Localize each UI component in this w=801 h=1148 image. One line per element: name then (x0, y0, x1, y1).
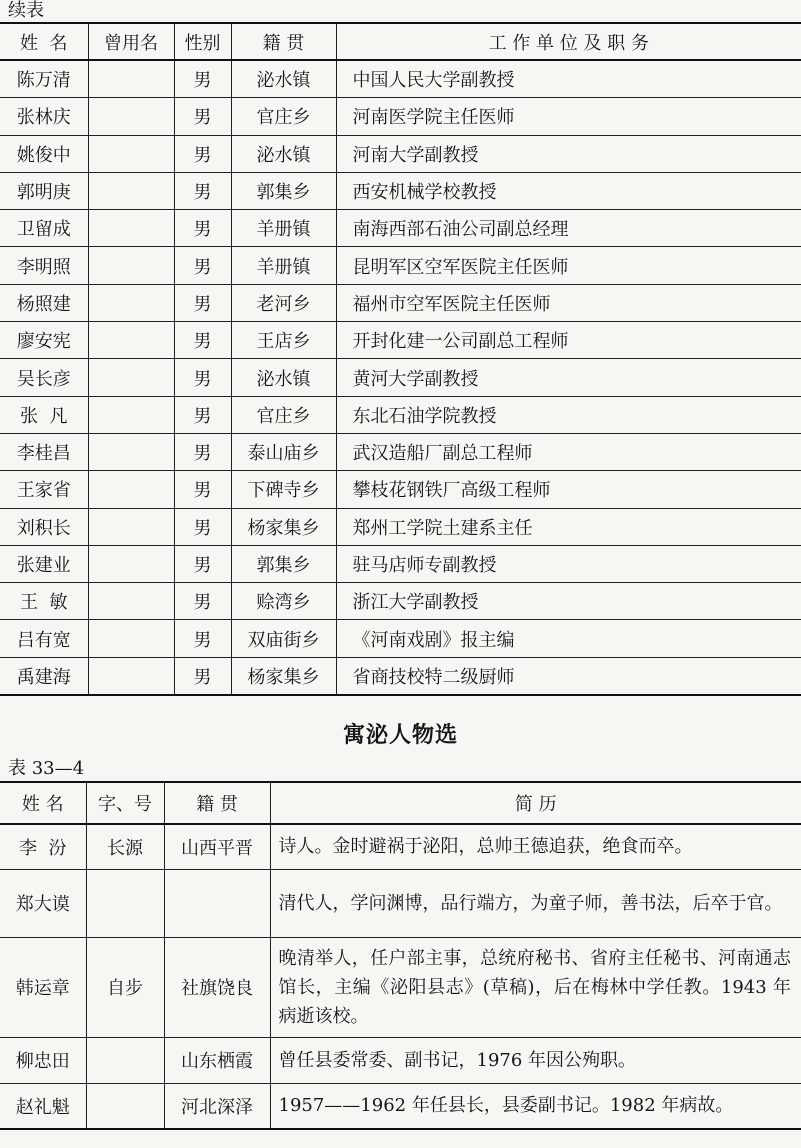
table-row (0, 284, 801, 321)
cell-courtesy: 自步 (86, 937, 164, 1037)
cell-name: 禹建海 (0, 657, 88, 695)
cell-origin: 郭集乡 (231, 545, 336, 582)
cell-name: 韩运章 (0, 937, 86, 1037)
table1-header-row (0, 23, 801, 60)
cell-origin: 下碑寺乡 (231, 471, 336, 508)
cell-origin: 杨家集乡 (231, 508, 336, 545)
table-row (0, 869, 801, 937)
cell-origin: 河北深泽 (164, 1083, 270, 1129)
cell-work: 黄河大学副教授 (336, 359, 801, 396)
cell-work: 东北石油学院教授 (336, 396, 801, 433)
header-alias: 曾用名 (88, 23, 174, 60)
table-row (0, 937, 801, 1037)
cell-work: 河南医学院主任医师 (336, 98, 801, 135)
table-row (0, 657, 801, 695)
header-gender: 性别 (174, 23, 231, 60)
cell-courtesy (86, 1037, 164, 1083)
cell-name: 吕有宽 (0, 620, 88, 657)
cell-name: 刘积长 (0, 508, 88, 545)
cell-name: 张林庆 (0, 98, 88, 135)
cell-gender: 男 (174, 396, 231, 433)
cell-name: 廖安宪 (0, 322, 88, 359)
cell-gender: 男 (174, 433, 231, 470)
cell-origin: 王店乡 (231, 322, 336, 359)
cell-courtesy: 长源 (86, 824, 164, 869)
cell-gender: 男 (174, 210, 231, 247)
cell-name: 杨照建 (0, 284, 88, 321)
cell-bio: 1957——1962 年任县长，县委副书记。1982 年病故。 (270, 1083, 801, 1129)
cell-origin: 杨家集乡 (231, 657, 336, 695)
cell-alias (88, 210, 174, 247)
cell-origin: 泰山庙乡 (231, 433, 336, 470)
cell-origin: 赊湾乡 (231, 583, 336, 620)
cell-alias (88, 322, 174, 359)
header-name: 姓 名 (0, 23, 88, 60)
cell-origin: 双庙街乡 (231, 620, 336, 657)
cell-alias (88, 545, 174, 582)
cell-name: 陈万清 (0, 60, 88, 98)
header-work: 工 作 单 位 及 职 务 (336, 23, 801, 60)
table-row (0, 135, 801, 172)
cell-alias (88, 433, 174, 470)
table-row (0, 210, 801, 247)
cell-name: 张建业 (0, 545, 88, 582)
cell-work: 昆明军区空军医院主任医师 (336, 247, 801, 284)
table-row (0, 359, 801, 396)
cell-origin: 老河乡 (231, 284, 336, 321)
cell-alias (88, 508, 174, 545)
cell-gender: 男 (174, 471, 231, 508)
cell-bio: 晚清举人，任户部主事，总统府秘书、省府主任秘书、河南通志馆长，主编《泌阳县志》(草稿)，后在梅林中学任教。1943 年病逝该校。 (270, 937, 801, 1037)
cell-bio: 清代人，学问渊博，品行端方，为童子师，善书法，后卒于官。 (270, 869, 801, 937)
cell-work: 武汉造船厂副总工程师 (336, 433, 801, 470)
table-row (0, 98, 801, 135)
table-row (0, 824, 801, 869)
cell-name: 姚俊中 (0, 135, 88, 172)
cell-origin: 郭集乡 (231, 172, 336, 209)
cell-alias (88, 583, 174, 620)
cell-alias (88, 247, 174, 284)
cell-work: 省商技校特二级厨师 (336, 657, 801, 695)
cell-alias (88, 657, 174, 695)
cell-name: 卫留成 (0, 210, 88, 247)
cell-name: 王家省 (0, 471, 88, 508)
header-courtesy: 字、号 (86, 782, 164, 824)
cell-alias (88, 60, 174, 98)
table1-caption: 续表 (8, 0, 44, 21)
cell-work: 驻马店师专副教授 (336, 545, 801, 582)
cell-gender: 男 (174, 172, 231, 209)
cell-name: 李 汾 (0, 824, 86, 869)
section-title: 寓泌人物选 (342, 722, 458, 748)
table-row (0, 247, 801, 284)
cell-work: 浙江大学副教授 (336, 583, 801, 620)
table-row (0, 322, 801, 359)
notable-people-table (0, 22, 801, 696)
table-row (0, 620, 801, 657)
cell-origin: 泌水镇 (231, 359, 336, 396)
cell-alias (88, 471, 174, 508)
cell-gender: 男 (174, 508, 231, 545)
cell-origin: 山东栖霞 (164, 1037, 270, 1083)
cell-name: 王 敏 (0, 583, 88, 620)
cell-work: 福州市空军医院主任医师 (336, 284, 801, 321)
cell-gender: 男 (174, 657, 231, 695)
table-row (0, 396, 801, 433)
cell-alias (88, 98, 174, 135)
cell-origin: 泌水镇 (231, 60, 336, 98)
table-row (0, 433, 801, 470)
cell-name: 郭明庚 (0, 172, 88, 209)
cell-courtesy (86, 1083, 164, 1129)
cell-origin: 羊册镇 (231, 210, 336, 247)
cell-alias (88, 359, 174, 396)
cell-work: 开封化建一公司副总工程师 (336, 322, 801, 359)
cell-gender: 男 (174, 620, 231, 657)
cell-gender: 男 (174, 359, 231, 396)
resident-figures-table (0, 781, 801, 1130)
cell-alias (88, 135, 174, 172)
cell-origin: 官庄乡 (231, 98, 336, 135)
cell-origin: 山西平晋 (164, 824, 270, 869)
header-bio: 简 历 (270, 782, 801, 824)
cell-gender: 男 (174, 545, 231, 582)
cell-courtesy (86, 869, 164, 937)
header-origin: 籍 贯 (164, 782, 270, 824)
table-row (0, 471, 801, 508)
cell-alias (88, 284, 174, 321)
cell-name: 赵礼魁 (0, 1083, 86, 1129)
cell-origin (164, 869, 270, 937)
table-row (0, 545, 801, 582)
cell-gender: 男 (174, 98, 231, 135)
cell-gender: 男 (174, 284, 231, 321)
cell-origin: 羊册镇 (231, 247, 336, 284)
table-row (0, 172, 801, 209)
cell-origin: 官庄乡 (231, 396, 336, 433)
cell-name: 柳忠田 (0, 1037, 86, 1083)
cell-bio: 诗人。金时避祸于泌阳，总帅王德追获，绝食而卒。 (270, 824, 801, 869)
cell-gender: 男 (174, 60, 231, 98)
cell-gender: 男 (174, 322, 231, 359)
header-name: 姓 名 (0, 782, 86, 824)
cell-name: 吴长彦 (0, 359, 88, 396)
cell-work: 攀枝花钢铁厂高级工程师 (336, 471, 801, 508)
header-origin: 籍 贯 (231, 23, 336, 60)
cell-alias (88, 172, 174, 209)
cell-alias (88, 396, 174, 433)
table-row (0, 508, 801, 545)
cell-work: 郑州工学院土建系主任 (336, 508, 801, 545)
cell-work: 《河南戏剧》报主编 (336, 620, 801, 657)
cell-origin: 泌水镇 (231, 135, 336, 172)
cell-work: 南海西部石油公司副总经理 (336, 210, 801, 247)
cell-bio: 曾任县委常委、副书记，1976 年因公殉职。 (270, 1037, 801, 1083)
cell-origin: 社旗饶良 (164, 937, 270, 1037)
table-row (0, 583, 801, 620)
cell-name: 张 凡 (0, 396, 88, 433)
table-row (0, 60, 801, 98)
table-row (0, 1037, 801, 1083)
cell-gender: 男 (174, 583, 231, 620)
table2-header-row (0, 782, 801, 824)
cell-alias (88, 620, 174, 657)
table-row (0, 1083, 801, 1129)
cell-gender: 男 (174, 135, 231, 172)
cell-work: 河南大学副教授 (336, 135, 801, 172)
cell-work: 中国人民大学副教授 (336, 60, 801, 98)
cell-name: 李明照 (0, 247, 88, 284)
cell-gender: 男 (174, 247, 231, 284)
table2-caption: 表 33—4 (8, 758, 85, 779)
cell-work: 西安机械学校教授 (336, 172, 801, 209)
cell-name: 郑大谟 (0, 869, 86, 937)
cell-name: 李桂昌 (0, 433, 88, 470)
